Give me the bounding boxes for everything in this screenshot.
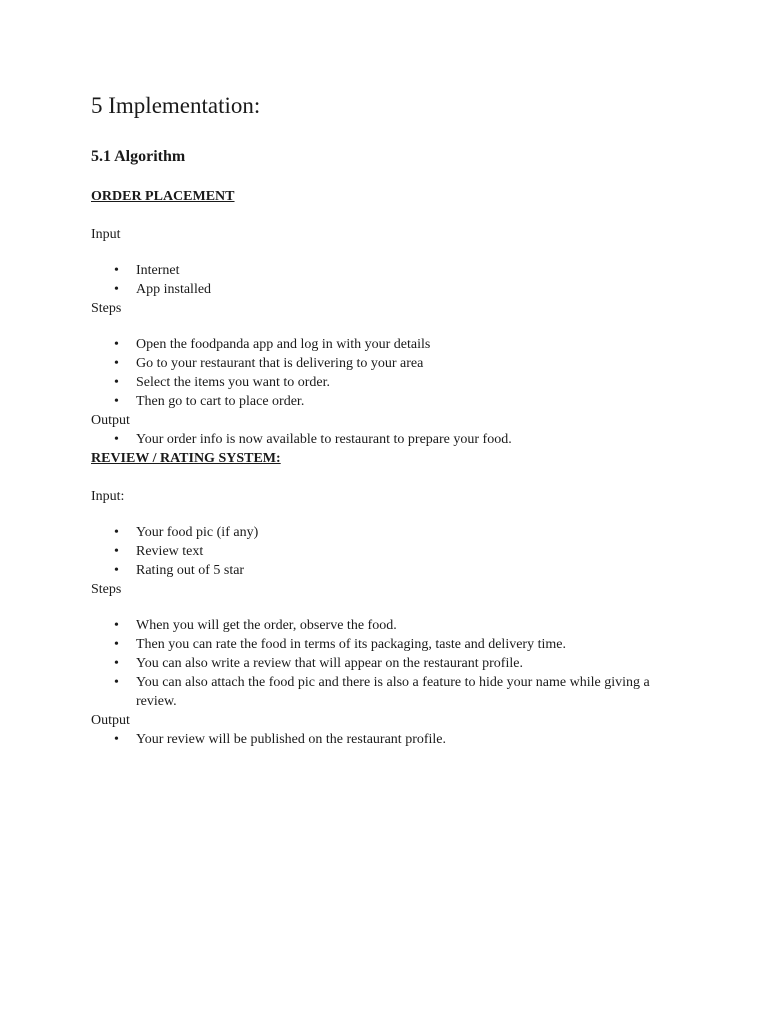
bullet-icon: •	[114, 656, 119, 671]
section-subheading: 5.1 Algorithm	[91, 148, 186, 165]
order-placement-section	[91, 187, 768, 449]
bullet-icon: •	[114, 356, 119, 371]
list-item: • Your review will be published on the restaurant profile.	[114, 732, 447, 747]
input-list	[91, 261, 768, 299]
list-item: • Review text	[114, 544, 204, 559]
output-list	[91, 730, 768, 749]
section-title: REVIEW / RATING SYSTEM:	[91, 451, 281, 466]
list-item: • Rating out of 5 star	[114, 563, 245, 578]
bullet-icon: •	[114, 525, 119, 540]
list-item: • Go to your restaurant that is delivering to your area	[114, 356, 424, 371]
bullet-icon: •	[114, 563, 119, 578]
steps-list	[91, 616, 768, 711]
bullet-icon: •	[114, 732, 119, 747]
steps-label: Steps	[91, 582, 122, 597]
input-label: Input	[91, 227, 121, 242]
review-rating-section	[91, 449, 768, 749]
input-label: Input:	[91, 489, 125, 504]
list-item: • You can also attach the food pic and there is also a feature to hide your name while giving a review.	[114, 675, 650, 709]
bullet-icon: •	[114, 263, 119, 278]
bullet-icon: •	[114, 675, 119, 690]
list-item: • Then you can rate the food in terms of its packaging, taste and delivery time.	[114, 637, 566, 652]
input-list	[91, 523, 768, 580]
bullet-icon: •	[114, 637, 119, 652]
bullet-icon: •	[114, 618, 119, 633]
bullet-icon: •	[114, 282, 119, 297]
list-item: • Your order info is now available to restaurant to prepare your food.	[114, 432, 512, 447]
steps-label: Steps	[91, 301, 122, 316]
bullet-icon: •	[114, 337, 119, 352]
bullet-icon: •	[114, 375, 119, 390]
output-label: Output	[91, 713, 130, 728]
list-item: • Select the items you want to order.	[114, 375, 331, 390]
list-item: • Open the foodpanda app and log in with your details	[114, 337, 431, 352]
page-heading: 5 Implementation:	[91, 93, 261, 118]
list-item: • You can also write a review that will appear on the restaurant profile.	[114, 656, 523, 671]
bullet-icon: •	[114, 432, 119, 447]
output-list	[91, 430, 768, 449]
list-item: • Your food pic (if any)	[114, 525, 259, 540]
list-item: • Internet	[114, 263, 180, 278]
steps-list	[91, 335, 768, 411]
output-label: Output	[91, 413, 130, 428]
list-item: • App installed	[114, 282, 212, 297]
list-item: • When you will get the order, observe the food.	[114, 618, 397, 633]
bullet-icon: •	[114, 544, 119, 559]
section-title: ORDER PLACEMENT	[91, 189, 235, 204]
bullet-icon: •	[114, 394, 119, 409]
list-item: • Then go to cart to place order.	[114, 394, 305, 409]
